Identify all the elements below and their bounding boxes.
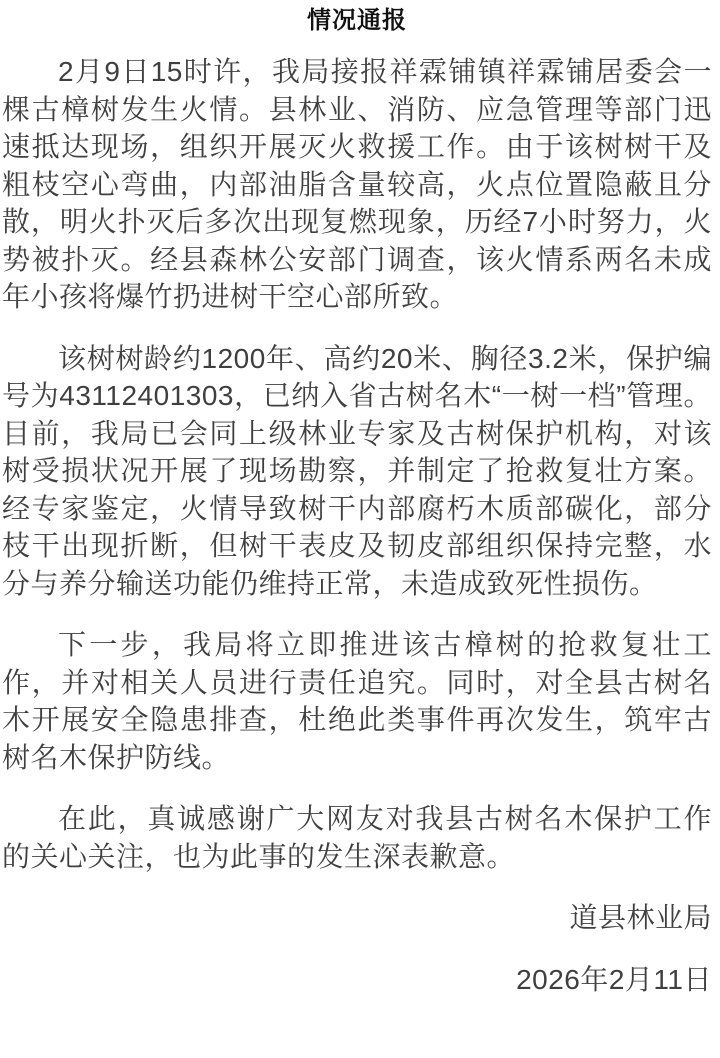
signature: 道县林业局 bbox=[569, 902, 712, 933]
body-paragraph-tree-status: 该树树龄约1200年、高约20米、胸径3.2米，保护编号为43112401303，已纳入省古树名木“一树一档”管理。目前，我局已会同上级林业专家及古树保护机构，对该树受损状况开展了现场勘察，并制定了抢救复壮方案。经专家鉴定，火情导致树干内部腐朽木质部碳化，部分枝干出现折断，但树干表皮及韧皮部组织保持完整，水分与养分输送功能仍维持正常，未造成致死性损伤。 bbox=[2, 342, 712, 599]
document-date: 2026年2月11日 bbox=[516, 963, 712, 995]
document-title: 情况通报 bbox=[307, 7, 407, 34]
body-paragraph-next-steps: 下一步，我局将立即推进该古樟树的抢救复壮工作，并对相关人员进行责任追究。同时，对全县古树名木开展安全隐患排查，杜绝此类事件再次发生，筑牢古树名木保护防线。 bbox=[2, 629, 712, 773]
body-paragraph-apology: 在此，真诚感谢广大网友对我县古树名木保护工作的关心关注，也为此事的发生深表歉意。 bbox=[2, 803, 712, 872]
body-paragraph-incident: 2月9日15时许，我局接报祥霖铺镇祥霖铺居委会一棵古樟树发生火情。县林业、消防、应急管理等部门迅速抵达现场，组织开展灭火救援工作。由于该树树干及粗枝空心弯曲，内部油脂含量较高，火点位置隐蔽且分散，明火扑灭后多次出现复燃现象，历经7小时努力，火势被扑灭。经县森林公安部门调查，该火情系两名未成年小孩将爆竹扔进树干空心部所致。 bbox=[2, 56, 712, 312]
